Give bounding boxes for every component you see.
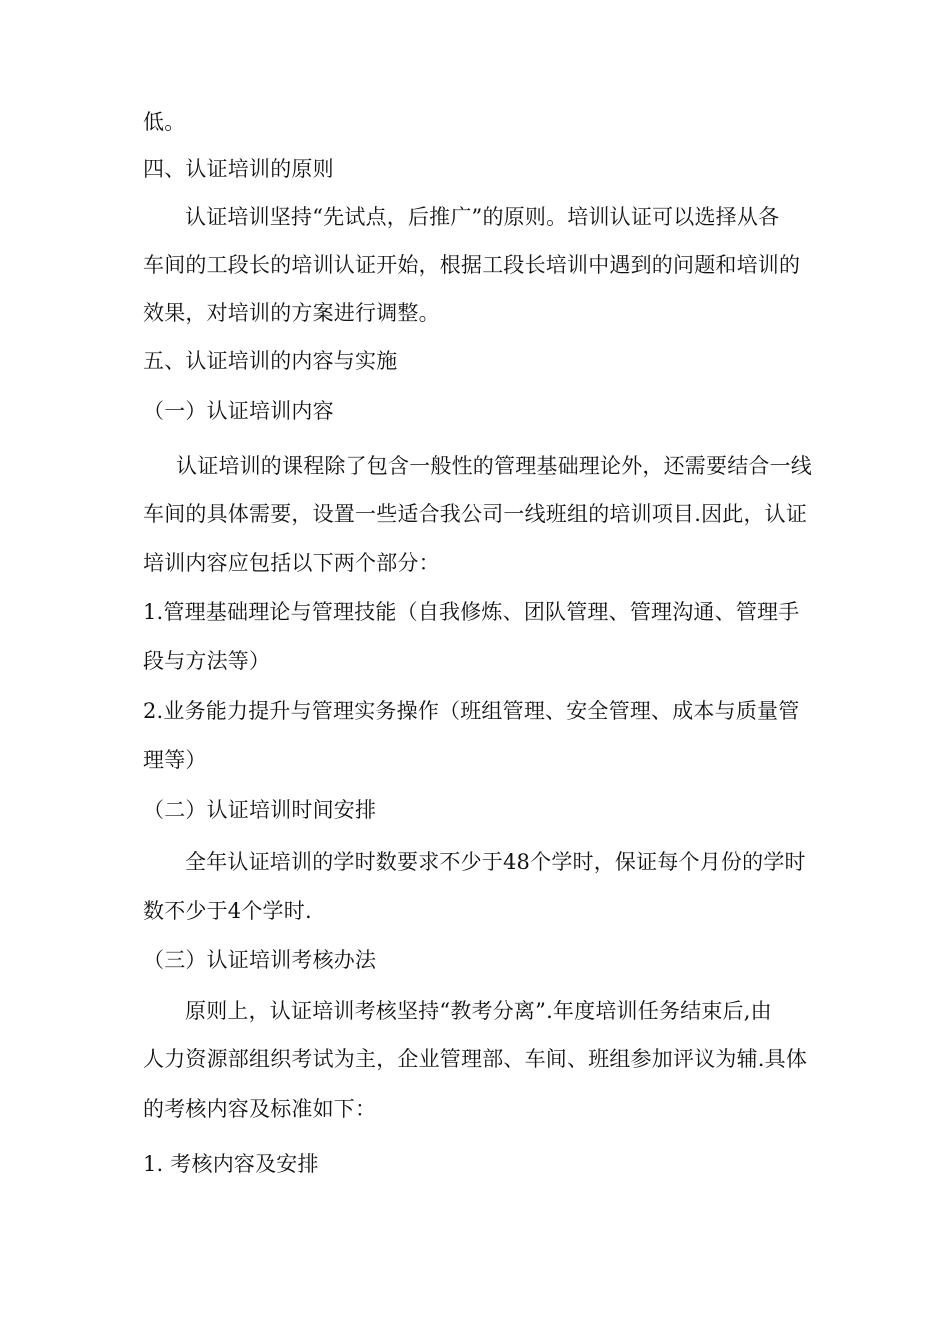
list-item: 1. 考核内容及安排 — [143, 1152, 319, 1176]
text-line: 效果，对培训的方案进行调整。 — [143, 301, 440, 325]
text-line: 全年认证培训的学时数要求不少于48个学时，保证每个月份的学时 — [185, 850, 806, 874]
text-line: 原则上，认证培训考核坚持“教考分离”.年度培训任务结束后,由 — [185, 999, 772, 1023]
text-line: 认证培训的课程除了包含一般性的管理基础理论外，还需要结合一线 — [176, 454, 812, 478]
subsection-heading: （三）认证培训考核办法 — [143, 948, 377, 972]
section-heading: 五、认证培训的内容与实施 — [143, 349, 398, 373]
text-line: 车间的工段长的培训认证开始，根据工段长培训中遇到的问题和培训的 — [143, 253, 801, 277]
text-line: 车间的具体需要，设置一些适合我公司一线班组的培训项目.因此，认证 — [143, 502, 808, 526]
text-line: 人力资源部组织考试为主，企业管理部、车间、班组参加评议为辅.具体 — [143, 1047, 808, 1071]
text-line: 培训内容应包括以下两个部分： — [143, 551, 440, 575]
text-line: 段与方法等） — [143, 649, 271, 673]
text-line: 低。 — [143, 110, 186, 134]
list-item: 1.管理基础理论与管理技能（自我修炼、团队管理、管理沟通、管理手 — [143, 600, 800, 624]
subsection-heading: （二）认证培训时间安排 — [143, 798, 377, 822]
text-line: 理等） — [143, 748, 207, 772]
text-line: 数不少于4个学时. — [143, 899, 312, 923]
subsection-heading: （一）认证培训内容 — [143, 399, 334, 423]
text-line: 的考核内容及标准如下： — [143, 1097, 377, 1121]
text-line: 认证培训坚持“先试点，后推广”的原则。培训认证可以选择从各 — [185, 205, 780, 229]
section-heading: 四、认证培训的原则 — [143, 157, 334, 181]
list-item: 2.业务能力提升与管理实务操作（班组管理、安全管理、成本与质量管 — [143, 699, 800, 723]
